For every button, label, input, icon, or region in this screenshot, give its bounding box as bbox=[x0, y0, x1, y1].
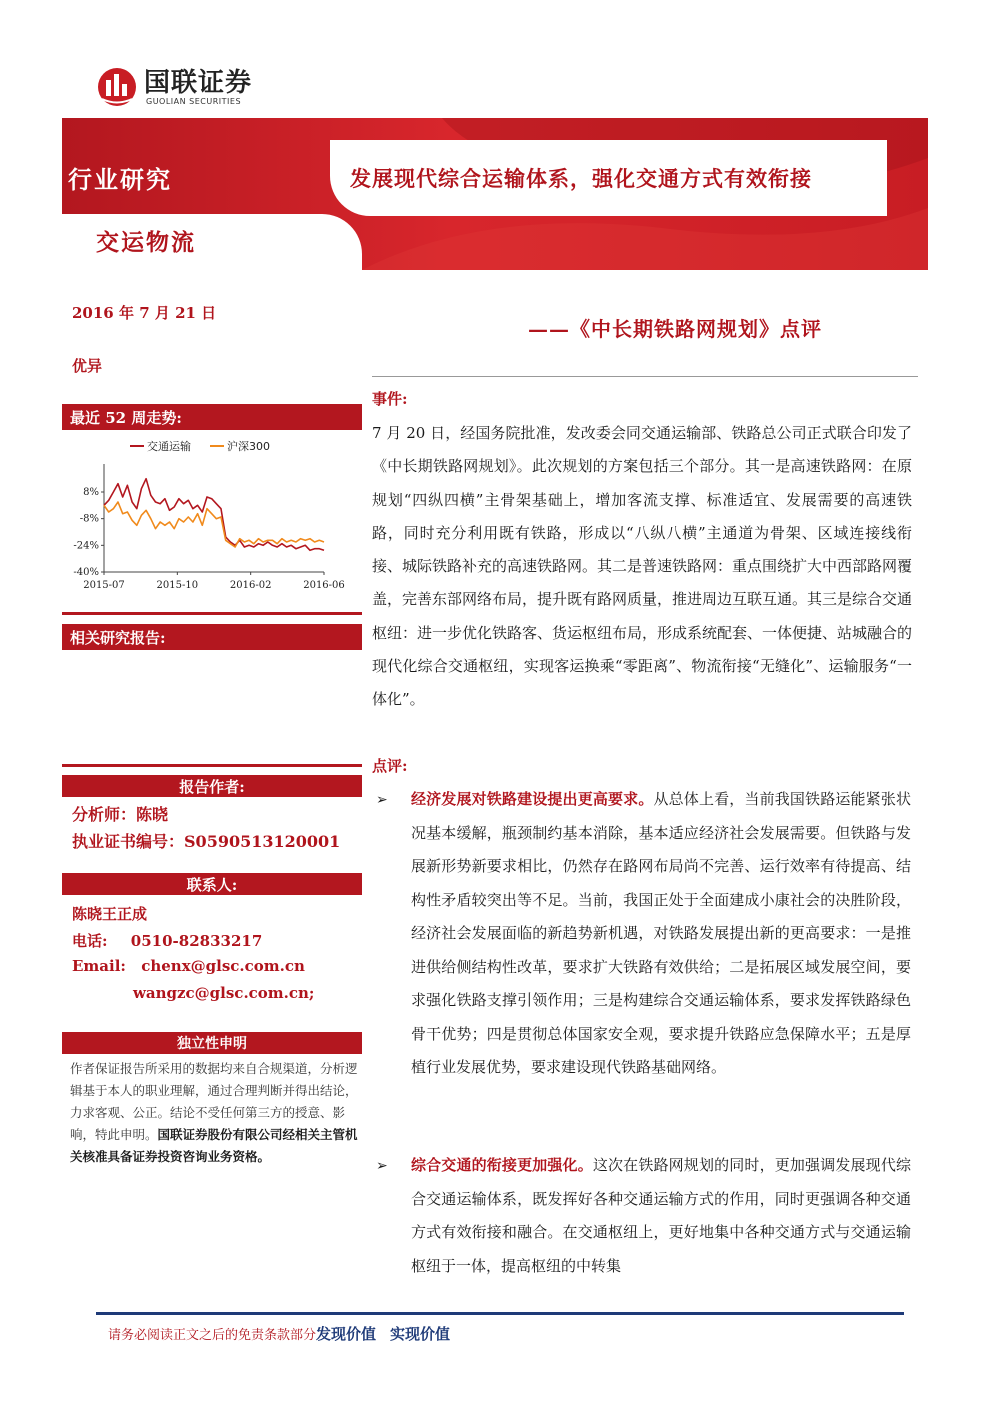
footer-note: 请务必阅读正文之后的免责条款部分 bbox=[108, 1328, 317, 1343]
comment-point-body: 这次在铁路网规划的同时，更加强调发展现代综合交通运输体系，既发挥好各种交通运输方式的作用，同时更强调各种交通方式有效衔接和融合。在交通枢纽上，更好地集中各种交通方式与交通运输枢纽于一体，提高枢纽的中转集 bbox=[411, 1156, 911, 1275]
qualification-text: 国联证券股份有限公司经相关主管机关核准具备证券投资咨询业务资格。 bbox=[70, 1127, 358, 1164]
report-subtitle: ——《中长期铁路网规划》点评 bbox=[528, 317, 822, 341]
phone-label: 电话: bbox=[72, 932, 108, 950]
author-heading bbox=[62, 775, 362, 797]
chart-y-tick-label: -24% bbox=[73, 540, 99, 552]
divider bbox=[372, 376, 918, 377]
report-category: 行业研究 bbox=[68, 166, 172, 194]
trend-heading-text: 最近 52 周走势: bbox=[70, 408, 182, 427]
comment-point bbox=[411, 783, 911, 1085]
contact-email-row bbox=[72, 957, 305, 975]
trend-chart-svg bbox=[62, 432, 362, 607]
rating: 优异 bbox=[72, 357, 103, 375]
email-link[interactable]: chenx@glsc.com.cn bbox=[141, 957, 305, 975]
author-heading-text: 报告作者: bbox=[179, 777, 245, 796]
event-paragraph: 7 月 20 日，经国务院批准，发改委会同交通运输部、铁路总公司正式联合印发了《中长期铁路网规划》。此次规划的方案包括三个部分。其一是高速铁路网：在原规划“四纵四横”主骨架基础上，增加客流支撑、标准适宜、发展需要的高速铁路，同时充分利用既有铁路，形成以“八纵八横”主通道为骨架、区域连接线衔接、城际铁路补充的高速铁路网。其二是普速铁路网：重点围绕扩大中西部路网覆盖，完善东部网络布局，提升既有路网质量，推进周边互联互通。其三是综合交通枢纽：进一步优化铁路客、货运枢纽布局，形成系统配套、一体便捷、站城融合的现代化综合交通枢纽，实现客运换乘“零距离”、物流衔接“无缝化”、运输服务“一体化”。 bbox=[372, 424, 913, 709]
comment-point-head: 综合交通的衔接更加强化。 bbox=[411, 1156, 593, 1174]
related-heading bbox=[62, 624, 362, 650]
independence-heading bbox=[62, 1032, 362, 1054]
chart-y-tick-label: -40% bbox=[73, 567, 99, 578]
report-date: 2016 年 7 月 21 日 bbox=[72, 304, 217, 322]
report-title: 发展现代综合运输体系，强化交通方式有效衔接 bbox=[350, 166, 812, 191]
sector-label: 交运物流 bbox=[96, 229, 196, 256]
bullet-arrow-icon: ➢ bbox=[376, 792, 388, 808]
email-link-2[interactable]: wangzc@glsc.com.cn; bbox=[133, 984, 315, 1002]
footer-slogan-1: 发现价值 bbox=[316, 1325, 377, 1343]
contact-heading-text: 联系人: bbox=[186, 875, 238, 894]
cert-number: 执业证书编号：S0590513120001 bbox=[72, 832, 341, 851]
chart-x-tick-label: 2016-06 bbox=[303, 580, 345, 591]
chart-x-tick-label: 2015-07 bbox=[83, 580, 125, 591]
trend-heading bbox=[62, 404, 362, 430]
independence-heading-text: 独立性申明 bbox=[177, 1036, 247, 1052]
contact-phone-row bbox=[72, 930, 262, 951]
company-logo bbox=[96, 66, 252, 108]
divider bbox=[62, 612, 362, 615]
chart-x-tick-label: 2016-02 bbox=[229, 580, 272, 591]
comment-point-head: 经济发展对铁路建设提出更高要求。 bbox=[411, 790, 654, 808]
comment-heading: 点评: bbox=[372, 757, 408, 775]
logo-emblem-icon bbox=[96, 66, 138, 108]
bullet-arrow-icon: ➢ bbox=[376, 1158, 388, 1174]
phone-number[interactable]: 0510-82833217 bbox=[130, 932, 263, 950]
analyst-name: 分析师：陈晓 bbox=[72, 805, 169, 824]
comment-point-body: 从总体上看，当前我国铁路运能紧张状况基本缓解，瓶颈制约基本消除，基本适应经济社会发展需要。但铁路与发展新形势新要求相比，仍然存在路网布局尚不完善、运行效率有待提高、结构性矛盾较突出等不足。当前，我国正处于全面建成小康社会的决胜阶段，经济社会发展面临的新趋势新机遇，对铁路发展提出新的更高要求：一是推进供给侧结构性改革，要求扩大铁路有效供给；二是拓展区域发展空间，要求强化铁路支撑引领作用；三是构建综合交通运输体系，要求发挥铁路绿色骨干优势；四是贯彻总体国家安全观，要求提升铁路应急保障水平；五是厚植行业发展优势，要求建设现代铁路基础网络。 bbox=[411, 790, 911, 1076]
footer-slogan-2: 实现价值 bbox=[390, 1325, 451, 1343]
company-name-en: GUOLIAN SECURITIES bbox=[146, 96, 242, 106]
report-title-box bbox=[330, 140, 887, 216]
contact-names: 陈晓王正成 bbox=[72, 905, 148, 923]
chart-x-tick-label: 2015-10 bbox=[156, 580, 199, 591]
divider bbox=[62, 764, 362, 767]
chart-y-tick-label: -8% bbox=[79, 513, 99, 525]
footer-rule bbox=[96, 1312, 904, 1315]
company-name-cn: 国联证券 bbox=[144, 67, 253, 98]
email-label: Email: bbox=[72, 957, 126, 975]
event-heading: 事件: bbox=[372, 390, 408, 408]
trend-chart bbox=[62, 432, 362, 607]
chart-legend-label: 沪深300 bbox=[227, 440, 270, 453]
comment-point bbox=[411, 1149, 911, 1283]
independence-text: 作者保证报告所采用的数据均来自合规渠道，分析逻辑基于本人的职业理解，通过合理判断并得出结论，力求客观、公正。结论不受任何第三方的授意、影响，特此申明。 bbox=[70, 1061, 358, 1142]
chart-y-tick-label: 8% bbox=[83, 487, 99, 498]
contact-heading bbox=[62, 873, 362, 895]
footer bbox=[108, 1323, 450, 1344]
chart-legend-label: 交通运输 bbox=[147, 440, 191, 453]
related-heading-text: 相关研究报告: bbox=[70, 628, 166, 647]
independence-statement bbox=[70, 1058, 358, 1168]
